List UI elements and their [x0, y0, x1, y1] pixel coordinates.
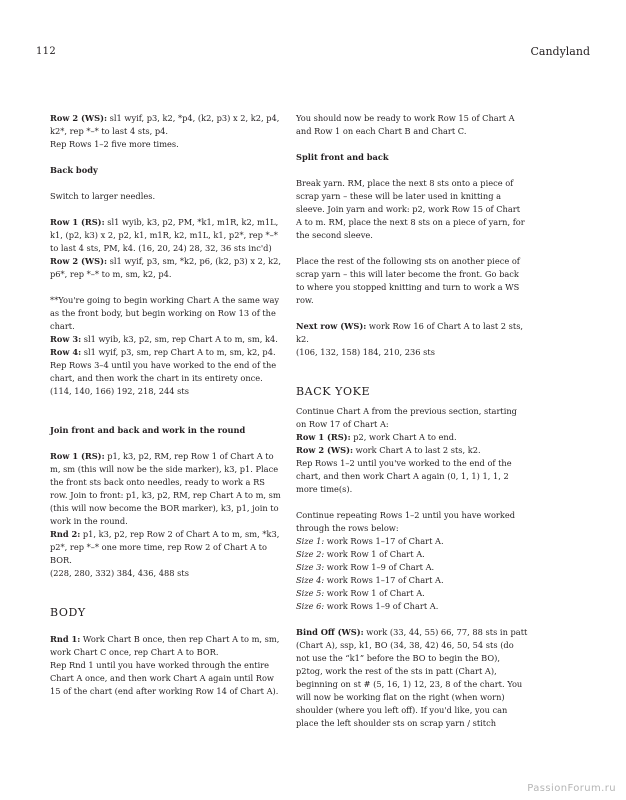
chart-note: **You're going to begin working Chart A the same way as the front body, but begin working on Row 13 of the chart.: [50, 295, 280, 331]
bb-row1-text: sl1 wyib, k3, p2, PM, *k1, m1R, k2, m1L, k1, (p2, k3) x 2, p2, k1, m1R, k2, m1L, k1, p2*, rep *–* to last 4 sts, PM, k4. (16, 20, 24) 28, 32, 36 sts inc'd): [50, 217, 279, 253]
next-row-text: work Row 16 of Chart A to last 2 sts, k2.: [296, 321, 524, 344]
back-yoke-heading: BACK YOKE: [296, 385, 371, 398]
size-label: Size 3:: [296, 562, 325, 572]
bind-off-label: Bind Off (WS):: [296, 627, 364, 637]
by-row2-label: Row 2 (WS):: [296, 445, 354, 455]
bind-off-text: work (33, 44, 55) 66, 77, 88 sts in patt (Chart A), ssp, k1, BO (34, 38, 42) 46, 50, 54 sts (do not use the “k1” before the BO to begin the BO), p2tog, work the rest of the sts in patt (Chart A), beginning on st # (5, 16, 1) 12, 23, 8 of the chart. You will now be working flat on the right (when worn) shoulder (where you left off). If you'd like, you can place the left shoulder sts on scrap yarn / stitch: [296, 627, 528, 728]
size-text: work Row 1 of Chart A.: [324, 549, 425, 559]
back-body-heading: Back body: [50, 165, 98, 175]
join-rnd2: [50, 528, 282, 567]
split-paragraph-1: Break yarn. RM, place the next 8 sts onto a piece of scrap yarn – these will be later used in knitting a sleeve. Join yarn and work: p2, work Row 15 of Chart A to m. RM, place the next 8 sts on a piece of yarn, for the second sleeve.: [296, 178, 525, 240]
back-body-stitch-count: (114, 140, 166) 192, 218, 244 sts: [50, 386, 189, 396]
back-body-row4: [50, 346, 282, 359]
ready-paragraph: You should now be ready to work Row 15 of Chart A and Row 1 on each Chart B and Chart C.: [296, 113, 515, 136]
back-yoke-repeat: Rep Rows 1–2 until you've worked to the end of the chart, and then work Chart A again (0, 1, 1) 1, 1, 2 more time(s).: [296, 458, 512, 494]
body-heading: BODY: [50, 606, 86, 619]
watermark: PassionForum.ru: [527, 783, 616, 794]
back-yoke-row2: [296, 444, 528, 457]
back-yoke-row1: [296, 431, 528, 444]
bind-off: [296, 626, 528, 730]
size-line: [296, 600, 528, 613]
right-column: [296, 112, 528, 730]
size-label: Size 6:: [296, 601, 325, 611]
join-rnd2-label: Rnd 2:: [50, 529, 81, 539]
by-row1-text: p2, work Chart A to end.: [350, 432, 457, 442]
join-row1-text: p1, k3, p2, RM, rep Row 1 of Chart A to m, sm (this will now be the side marker), k3, p1. Place the front sts back onto needles, ready to work a RS row. Join to front: p1, k3, p2, RM, rep Chart A to m, sm (this will now become the BOR marker), k3, p1, join to work in the round.: [50, 451, 281, 526]
size-line: [296, 587, 528, 600]
next-row-label: Next row (WS):: [296, 321, 367, 331]
size-text: work Row 1–9 of Chart A.: [324, 562, 435, 572]
bb-row2-label: Row 2 (WS):: [50, 256, 108, 266]
join-heading: Join front and back and work in the round: [50, 425, 246, 435]
body-rnd1-text: Work Chart B once, then rep Chart A to m, sm, work Chart C once, rep Chart A to BOR.: [50, 634, 280, 657]
row2-paragraph: [50, 112, 282, 138]
bb-row3-text: sl1 wyib, k3, p2, sm, rep Chart A to m, sm, k4.: [81, 334, 278, 344]
by-row2-text: work Chart A to last 2 sts, k2.: [353, 445, 481, 455]
join-rnd2-text: p1, k3, p2, rep Row 2 of Chart A to m, sm, *k3, p2*, rep *–* one more time, rep Row 2 of Chart A to BOR.: [50, 529, 280, 565]
size-text: work Rows 1–9 of Chart A.: [324, 601, 439, 611]
back-body-row1: [50, 216, 282, 255]
body-rnd1-label: Rnd 1:: [50, 634, 81, 644]
size-line: [296, 574, 528, 587]
row2-label: Row 2 (WS):: [50, 113, 108, 123]
bb-row3-label: Row 3:: [50, 334, 82, 344]
split-heading: Split front and back: [296, 152, 389, 162]
back-body-row2: [50, 255, 282, 281]
body-rnd1: [50, 633, 282, 659]
bb-row2-text: sl1 wyif, p3, sm, *k2, p6, (k2, p3) x 2, k2, p6*, rep *–* to m, sm, k2, p4.: [50, 256, 281, 279]
size-line: [296, 535, 528, 548]
rep-rows-paragraph: Rep Rows 1–2 five more times.: [50, 139, 179, 149]
join-row1: [50, 450, 282, 528]
back-yoke-intro: Continue Chart A from the previous section, starting on Row 17 of Chart A:: [296, 406, 517, 429]
bb-row4-label: Row 4:: [50, 347, 82, 357]
row2-text: sl1 wyif, p3, k2, *p4, (k2, p3) x 2, k2, p4, k2*, rep *–* to last 4 sts, p4.: [50, 113, 280, 136]
join-row1-label: Row 1 (RS):: [50, 451, 105, 461]
next-row-stitch-count: (106, 132, 158) 184, 210, 236 sts: [296, 347, 435, 357]
size-line: [296, 548, 528, 561]
size-line: [296, 561, 528, 574]
next-row: [296, 320, 528, 346]
join-stitch-count: (228, 280, 332) 384, 436, 488 sts: [50, 568, 189, 578]
size-label: Size 2:: [296, 549, 325, 559]
body-repeat: Rep Rnd 1 until you have worked through the entire Chart A once, and then work Chart A again until Row 15 of the chart (end after working Row 14 of Chart A).: [50, 660, 279, 696]
size-label: Size 4:: [296, 575, 325, 585]
left-column: [50, 112, 282, 698]
split-paragraph-2: Place the rest of the following sts on another piece of scrap yarn – this will later become the front. Go back to where you stopped knitting and turn to work a WS row.: [296, 256, 520, 305]
page-number: 112: [36, 46, 56, 57]
size-text: work Rows 1–17 of Chart A.: [324, 575, 444, 585]
by-row1-label: Row 1 (RS):: [296, 432, 351, 442]
back-yoke-continue: Continue repeating Rows 1–2 until you have worked through the rows below:: [296, 510, 516, 533]
bb-row4-text: sl1 wyif, p3, sm, rep Chart A to m, sm, k2, p4.: [81, 347, 276, 357]
size-text: work Row 1 of Chart A.: [324, 588, 425, 598]
back-body-repeat: Rep Rows 3–4 until you have worked to the end of the chart, and then work the chart in its entirety once.: [50, 360, 277, 383]
size-label: Size 1:: [296, 536, 325, 546]
switch-needles-paragraph: Switch to larger needles.: [50, 191, 156, 201]
running-head: Candyland: [530, 45, 590, 58]
size-label: Size 5:: [296, 588, 325, 598]
back-body-row3: [50, 333, 282, 346]
bb-row1-label: Row 1 (RS):: [50, 217, 105, 227]
size-text: work Rows 1–17 of Chart A.: [324, 536, 444, 546]
